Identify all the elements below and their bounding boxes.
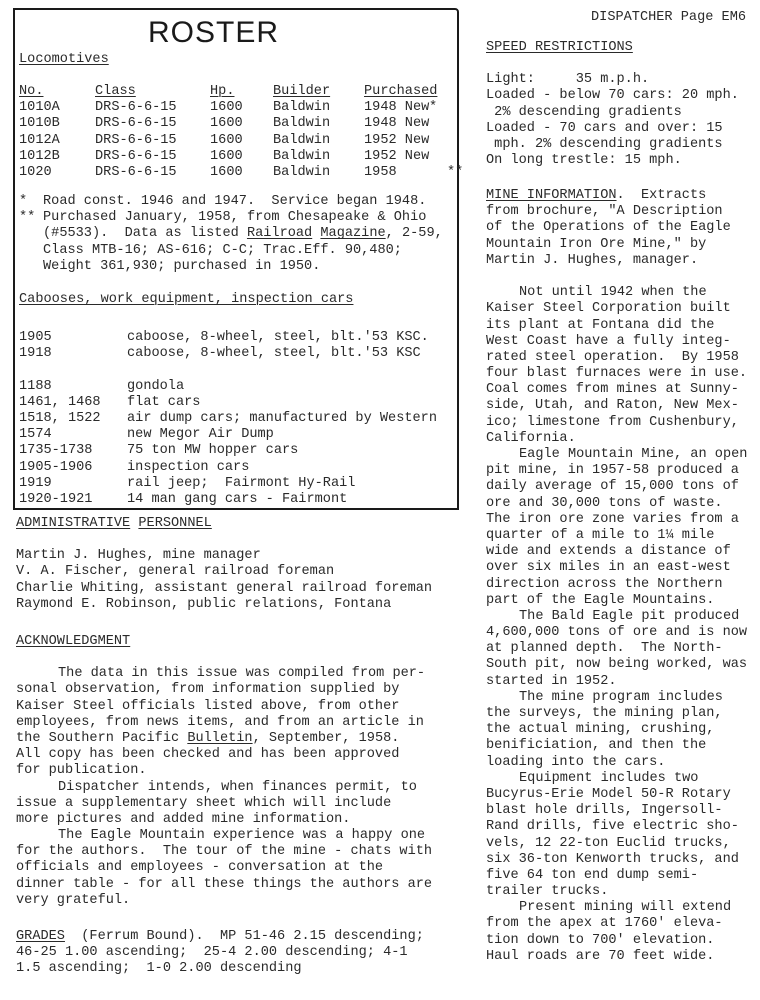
text-line: The iron ore zone varies from a <box>486 511 739 527</box>
heading-word: ADMINISTRATIVE <box>16 516 131 531</box>
text-line: The data in this issue was compiled from per- <box>58 666 426 682</box>
personnel-entry: Charlie Whiting, assistant general railroad foreman <box>16 580 433 596</box>
speed-restriction-line: On long trestle: 15 mph. <box>486 153 682 169</box>
text-line: direction across the Northern <box>486 576 723 592</box>
text-line: Kaiser Steel Corporation built <box>486 301 731 317</box>
cell-class: DRS-6-6-15 <box>95 164 177 180</box>
page-number: Page EM6 <box>680 10 747 25</box>
text-line: ico; limestone from Cushenbury, <box>486 414 739 430</box>
speed-restrictions-heading: SPEED RESTRICTIONS <box>486 40 633 55</box>
source-bulletin: Bulletin <box>187 730 253 746</box>
text-line: at planned depth. The North- <box>486 641 723 657</box>
locomotive-notes <box>19 194 443 275</box>
cell-class: DRS-6-6-15 <box>95 100 177 116</box>
note-text: Weight 361,930; purchased in 1950. <box>43 258 321 274</box>
source-magazine: Magazine <box>320 226 386 242</box>
text-line: part of the Eagle Mountains. <box>486 592 715 608</box>
equipment-description: new Megor Air Dump <box>127 427 274 443</box>
speed-restrictions-section <box>486 40 739 169</box>
footnote-mark: * <box>429 100 438 116</box>
equipment-description: rail jeep; Fairmont Hy-Rail <box>127 475 356 491</box>
grades-section <box>16 929 476 978</box>
text-line: over six miles in an east-west <box>486 560 731 576</box>
mine-paragraph <box>486 609 747 690</box>
cell-purchased: 1958 <box>364 164 397 180</box>
text-line: very grateful. <box>16 892 131 908</box>
double-asterisk-mark: ** <box>19 210 36 226</box>
equipment-description: 14 man gang cars - Fairmont <box>127 491 348 507</box>
text-line: its plant at Fontana did the <box>486 317 715 333</box>
speed-restriction-line: mph. 2% descending gradients <box>486 136 723 152</box>
equipment-description: caboose, 8-wheel, steel, blt.'53 KSC. <box>127 330 429 345</box>
text-line: Dispatcher intends, when finances permit, to <box>58 779 417 795</box>
text-line: four blast furnaces were in use. <box>486 366 748 382</box>
note-text: Class MTB-16; AS-616; C-C; Trac.Eff. 90,480; <box>43 242 402 258</box>
text-line: Not until 1942 when the <box>519 285 707 301</box>
text-line: the actual mining, crushing, <box>486 722 715 738</box>
text-line: more pictures and added mine information. <box>16 811 351 827</box>
page-header <box>591 10 746 26</box>
note-text-fragment: , 2-59, <box>385 226 443 242</box>
speed-restriction-line: Loaded - below 70 cars: 20 mph. <box>486 88 739 104</box>
text-line: Rand drills, five electric sho- <box>486 819 739 835</box>
cell-number: 1010A <box>19 100 60 116</box>
cell-purchased: 1948 New <box>364 116 430 132</box>
acknowledgment-paragraph <box>16 666 476 779</box>
note-text: Purchased January, 1958, from Chesapeake & Ohio <box>43 210 427 226</box>
text-line: Haul roads are 70 feet wide. <box>486 948 715 964</box>
personnel-entry: V. A. Fischer, general railroad foreman <box>16 564 335 580</box>
locomotives-table <box>19 84 464 181</box>
personnel-entry: Martin J. Hughes, mine manager <box>16 548 261 564</box>
equipment-description: flat cars <box>127 394 201 410</box>
text-line: Kaiser Steel officials listed above, from other <box>16 698 400 714</box>
text-line: wide and extends a distance of <box>486 544 731 560</box>
equipment-description: air dump cars; manufactured by Western <box>127 410 437 426</box>
note-text <box>43 226 443 242</box>
cell-number: 1010B <box>19 116 60 132</box>
text-line: tion down to 700' elevation. <box>486 932 715 948</box>
mine-information-section <box>486 188 747 965</box>
note-text-fragment: (#5533). Data as listed <box>43 226 247 242</box>
text-line: West Coast have a fully integ- <box>486 333 731 349</box>
text-line: The mine program includes <box>519 689 723 705</box>
text-line: six 36-ton Kenworth trucks, and <box>486 851 739 867</box>
text-line: Coal comes from mines at Sunny- <box>486 382 739 398</box>
text-line: Martin J. Hughes, manager. <box>486 252 699 268</box>
text-line <box>16 929 476 945</box>
text-line: Present mining will extend <box>519 900 732 916</box>
mine-information-heading: MINE INFORMATION <box>486 188 617 203</box>
table-row <box>19 164 464 181</box>
cell-purchased: 1952 New <box>364 132 430 148</box>
text-line: employees, from news items, and from an article in <box>16 714 424 730</box>
text-line: The Bald Eagle pit produced <box>519 608 740 624</box>
note-single-asterisk <box>19 194 443 210</box>
text-line: Mountain Iron Ore Mine," by <box>486 236 707 252</box>
footnote-mark: ** <box>447 164 464 180</box>
acknowledgment-section <box>16 634 476 909</box>
text-line: quarter of a mile to 1¼ mile <box>486 527 715 543</box>
source-railroad: Railroad <box>246 226 313 242</box>
text-line: dinner table - for all these things the authors are <box>16 876 433 892</box>
asterisk-mark: * <box>19 194 28 209</box>
acknowledgment-paragraph <box>16 780 476 829</box>
cell-horsepower: 1600 <box>210 132 243 148</box>
text-line: Eagle Mountain Mine, an open <box>519 447 748 462</box>
text-fragment: (Ferrum Bound). MP 51-46 2.15 descending; <box>64 929 424 944</box>
equipment-number: 1574 <box>19 427 52 443</box>
equipment-heading: Cabooses, work equipment, inspection cars <box>19 292 354 307</box>
locomotives-heading: Locomotives <box>19 52 109 67</box>
cell-builder: Baldwin <box>273 100 331 116</box>
table-row <box>19 116 430 132</box>
personnel-entry: Raymond E. Robinson, public relations, Fontana <box>16 596 392 612</box>
text-line: officials and employees - conversation at the <box>16 860 384 876</box>
text-line: five 64 ton end dump semi- <box>486 867 699 883</box>
text-line: for the authors. The tour of the mine - chats with <box>16 844 433 860</box>
cell-horsepower: 1600 <box>210 164 243 180</box>
speed-restriction-line: Loaded - 70 cars and over: 15 <box>486 120 723 136</box>
roster-box <box>13 8 464 510</box>
cell-horsepower: 1600 <box>210 100 243 116</box>
acknowledgment-heading: ACKNOWLEDGMENT <box>16 634 131 649</box>
text-fragment: . Extracts <box>616 188 707 203</box>
text-line <box>16 731 476 747</box>
text-line: 1.5 ascending; 1-0 2.00 descending <box>16 961 302 977</box>
grades-heading: GRADES <box>16 929 65 944</box>
column-header-hp: Hp. <box>210 84 235 99</box>
text-line: sonal observation, from information supplied by <box>16 682 400 698</box>
cell-builder: Baldwin <box>273 164 331 180</box>
equipment-number: 1905-1906 <box>19 459 93 475</box>
cell-number: 1020 <box>19 164 52 180</box>
equipment-description: gondola <box>127 378 185 394</box>
cell-builder: Baldwin <box>273 116 331 132</box>
table-row <box>19 100 438 116</box>
table-row <box>19 148 430 165</box>
cell-class: DRS-6-6-15 <box>95 132 177 148</box>
cell-number: 1012A <box>19 132 60 148</box>
text-line: 46-25 1.00 ascending; 25-4 2.00 descending; 4-1 <box>16 945 408 961</box>
text-line <box>486 188 747 204</box>
cell-class: DRS-6-6-15 <box>95 148 177 164</box>
equipment-number: 1920-1921 <box>19 491 93 507</box>
text-line: of the Operations of the Eagle <box>486 220 731 236</box>
equipment-number: 1905 <box>19 330 52 345</box>
speed-restriction-line: Light: 35 m.p.h. <box>486 72 650 88</box>
text-line: benificiation, and then the <box>486 738 707 754</box>
table-header-row <box>19 84 438 100</box>
mine-paragraph <box>486 771 747 901</box>
column-header-builder: Builder <box>273 84 331 99</box>
equipment-description: inspection cars <box>127 459 250 475</box>
text-line: South pit, now being worked, was <box>486 657 748 673</box>
text-line: pit mine, in 1957-58 produced a <box>486 463 739 479</box>
text-line: daily average of 15,000 tons of <box>486 479 739 495</box>
text-line: vels, 12 22-ton Euclid trucks, <box>486 835 731 851</box>
column-header-no: No. <box>19 84 44 99</box>
roster-title: ROSTER <box>148 16 280 49</box>
text-line: The Eagle Mountain experience was a happy one <box>58 828 426 844</box>
text-line: Equipment includes two <box>519 770 699 786</box>
text-line: issue a supplementary sheet which will include <box>16 795 392 811</box>
cell-class: DRS-6-6-15 <box>95 116 177 132</box>
publication-name: DISPATCHER <box>591 10 673 25</box>
cell-builder: Baldwin <box>273 132 331 148</box>
text-line: 4,600,000 tons of ore and is now <box>486 625 748 641</box>
column-header-class: Class <box>95 84 136 99</box>
equipment-number: 1188 <box>19 378 52 394</box>
acknowledgment-paragraph <box>16 828 476 909</box>
equipment-number: 1518, 1522 <box>19 410 101 426</box>
cell-horsepower: 1600 <box>210 116 243 132</box>
text-line: from the apex at 1760' eleva- <box>486 916 723 932</box>
cell-purchased: 1948 New <box>364 100 430 116</box>
text-line: loading into the cars. <box>486 754 666 770</box>
mine-paragraph <box>486 285 747 447</box>
text-line: from brochure, "A Description <box>486 204 723 220</box>
column-header-purchased: Purchased <box>364 84 438 99</box>
equipment-number: 1461, 1468 <box>19 394 101 410</box>
text-line: All copy has been checked and has been approved <box>16 747 400 763</box>
cell-purchased: 1952 New <box>364 148 430 164</box>
heading-word: PERSONNEL <box>138 516 212 531</box>
mine-paragraph <box>486 900 747 965</box>
text-line: Bucyrus-Erie Model 50-R Rotary <box>486 786 731 802</box>
equipment-number: 1919 <box>19 475 52 491</box>
text-line: trailer trucks. <box>486 884 609 900</box>
text-line: blast hole drills, Ingersoll- <box>486 803 723 819</box>
text-line: started in 1952. <box>486 673 617 689</box>
text-line: ore and 30,000 tons of waste. <box>486 495 723 511</box>
text-fragment: , September, 1958. <box>252 730 400 746</box>
administrative-heading <box>16 516 466 532</box>
cell-number: 1012B <box>19 148 60 164</box>
text-fragment: the Southern Pacific <box>16 730 188 746</box>
text-line: the surveys, the mining plan, <box>486 706 723 721</box>
mine-paragraph <box>486 690 747 771</box>
speed-restriction-line: 2% descending gradients <box>486 104 682 120</box>
text-line: for publication. <box>16 763 147 779</box>
text-line: rated steel operation. By 1958 <box>486 349 739 365</box>
administrative-personnel-section <box>16 516 466 613</box>
table-row <box>19 132 430 149</box>
cell-builder: Baldwin <box>273 148 331 164</box>
cell-horsepower: 1600 <box>210 148 243 164</box>
equipment-number: 1918 <box>19 346 52 362</box>
text-line: side, Utah, and Raton, New Mex- <box>486 398 739 414</box>
mine-paragraph <box>486 447 747 609</box>
text-line: California. <box>486 430 576 446</box>
equipment-number: 1735-1738 <box>19 443 93 459</box>
equipment-description: 75 ton MW hopper cars <box>127 443 299 459</box>
note-double-asterisk <box>19 210 443 275</box>
equipment-description: caboose, 8-wheel, steel, blt.'53 KSC <box>127 346 421 362</box>
note-text: Road const. 1946 and 1947. Service began 1948. <box>43 194 427 209</box>
